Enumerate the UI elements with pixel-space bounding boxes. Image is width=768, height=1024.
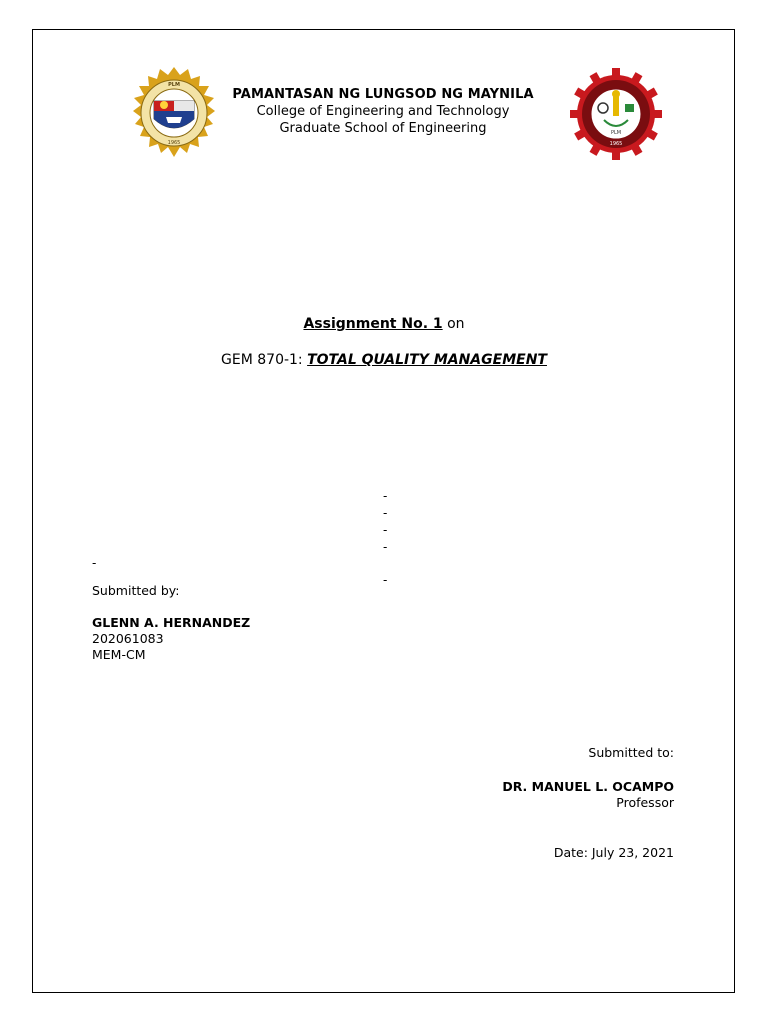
svg-text:PLM: PLM <box>168 82 180 88</box>
svg-text:PLM: PLM <box>610 130 622 136</box>
submitted-to-label: Submitted to: <box>588 745 674 760</box>
assignment-title: Assignment No. 1 <box>303 316 443 332</box>
assignment-heading <box>0 316 768 332</box>
course-title: TOTAL QUALITY MANAGEMENT <box>307 352 547 368</box>
assignment-suffix: on <box>442 316 465 332</box>
student-name: GLENN A. HERNANDEZ <box>92 615 251 630</box>
college-name: College of Engineering and Technology <box>256 104 510 119</box>
student-id: 202061083 <box>92 631 164 646</box>
course-heading <box>0 352 768 368</box>
dash-mark: - <box>383 523 388 537</box>
engineering-college-seal-logo <box>566 67 666 161</box>
dash-mark: - <box>383 573 388 587</box>
dash-mark: - <box>383 506 388 520</box>
university-name: PAMANTASAN NG LUNGSOD NG MAYNILA <box>232 87 534 102</box>
dash-mark: - <box>383 489 388 503</box>
svg-text:1965: 1965 <box>609 141 623 147</box>
professor-name: DR. MANUEL L. OCAMPO <box>502 779 674 794</box>
submitted-by-label: Submitted by: <box>92 583 180 598</box>
student-program: MEM-CM <box>92 647 146 662</box>
svg-text:1965: 1965 <box>167 140 181 146</box>
professor-title: Professor <box>616 795 674 810</box>
course-code: GEM 870-1: <box>221 352 308 368</box>
dash-mark: - <box>92 556 97 570</box>
dash-mark: - <box>383 540 388 554</box>
graduate-school-name: Graduate School of Engineering <box>279 121 487 136</box>
submission-date: Date: July 23, 2021 <box>553 845 674 860</box>
